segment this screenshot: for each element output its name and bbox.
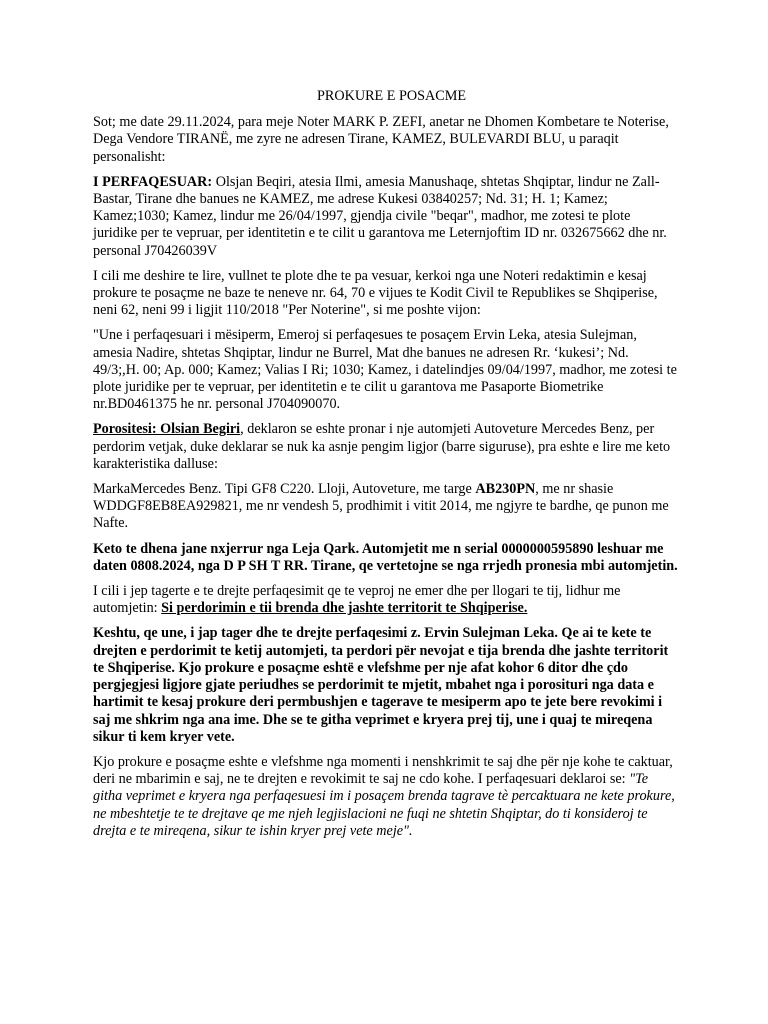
rights-scope: Si perdorimin e tii brenda dhe jashte territorit te Shqiperise. [161, 600, 528, 617]
vehicle-paragraph [93, 481, 678, 533]
validity-text: Kjo prokure e posaçme eshte e vlefshme nga momenti i nenshkrimit te saj dhe për nje kohe te caktuar, deri ne mbarimin e saj, ne te drejten e revokimit te saj ne cdo kohe. I perfaqesuari deklaroi se: [93, 753, 673, 788]
authorization-paragraph: Keshtu, qe une, i jap tager dhe te drejte perfaqesimi z. Ervin Sulejman Leka. Qe ai te kete te drejten e perdorimit te ketij automjeti, ta perdori për nevojat e tija brenda dhe jashte territorit te Shqiperise. Kjo prokure e posaçme eshtë e vlefshme per nje afat kohor 6 ditor dhe çdo pergjegjesi ligjore gjate periudhes se perdorimit te mjetit, mbahet nga i porosituri nga data e hartimit te kesaj prokure deri permbushjen e tagerave te mesiperm apo te jete bere revokimi i saj me shkrim nga ana ime. Dhe se te githa veprimet e kryera prej tij, une i quaj te mireqena sikur ti kem kryer vete. [93, 625, 669, 745]
represented-party-paragraph [93, 174, 678, 260]
principal-label: Porositesi: Olsian Begiri [93, 421, 241, 438]
principal-text: , deklaron se eshte pronar i nje automjeti Autoveture Mercedes Benz, per perdorim vetjak, duke deklarar se nuk ka asnje pengim ligjor (barre siguruse), pra eshte e lire me keto karakteristika dalluse: [93, 421, 671, 472]
validity-paragraph [93, 754, 678, 840]
rights-text: I cili i jep tagerte e te drejte perfaqesimit qe te veproj ne emer dhe per llogari te tij, lidhur me automjetin: [93, 583, 621, 617]
represented-party-text: Olsjan Beqiri, atesia Ilmi, amesia Manushaqe, shtetas Shqiptar, lindur ne Zall-Bastar, Tirane dhe banues ne KAMEZ, me adrese Kukesi 03840257; Nd. 31; H. 1; Kamez; Kamez;1030; Kamez, lindur me 26/04/1997, gjendja civile "beqar", madhor, me zotesi te plote juridike per te vepruar, per identitetin e te cilit u garantova me Leternjoftim ID nr. 032675662 dhe nr. personal J70426039V [93, 173, 667, 259]
document-body [93, 88, 678, 848]
intro-paragraph: Sot; me date 29.11.2024, para meje Noter MARK P. ZEFI, anetar ne Dhomen Kombetare te Noterise, Dega Vendore TIRANË, me zyre ne adresen Tirane, KAMEZ, BULEVARDI BLU, u paraqit personalisht: [93, 114, 669, 165]
request-paragraph: I cili me deshire te lire, vullnet te plote dhe te pa vesuar, kerkoi nga une Noteri redaktimin e kesaj prokure te posaçme ne baze te neneve nr. 64, 70 e vijues te Kodit Civil te Republikes se Shqiperise, neni 62, neni 99 i ligjit 110/2018 "Per Noterine", si me poshte vijon: [93, 267, 658, 319]
registration-paragraph: Keto te dhena jane nxjerrur nga Leja Qark. Automjetit me n serial 0000000595890 leshuar me daten 0808.2024, nga D P SH T RR. Tirane, qe vertetojne se nga rrjedh pronesia mbi automjetin. [93, 540, 678, 574]
principal-paragraph [93, 421, 678, 473]
vehicle-text-end: , me nr shasie WDDGF8EB8EA929821, me nr vendesh 5, prodhimit i vitit 2014, me ngjyre te bardhe, qe punon me Nafte. [93, 481, 669, 532]
representative-paragraph: "Une i perfaqesuari i mësiperm, Emeroj si perfaqesues te posaçem Ervin Leka, atesia Sulejman, amesia Nadire, shtetas Shqiptar, lindur ne Burrel, Mat dhe banues ne adresen Rr. ‘kukesi’; Nd. 49/3;,H. 00; Ap. 000; Kamez; Valias I Ri; 1030; Kamez, i datelindjes 09/04/1997, madhor, me zotesi te plote juridike per te vepruar, per identitetin e te cilit u garantova me Pasaporte Biometrike nr.BD0461375 he nr. personal J704090070. [93, 327, 677, 413]
document-title: PROKURE E POSACME [317, 88, 466, 104]
vehicle-text-start: MarkaMercedes Benz. Tipi GF8 C220. Lloji, Autoveture, me targe [93, 481, 476, 498]
vehicle-plate: AB230PN [475, 481, 536, 498]
declaration-quote: "Te githa veprimet e kryera nga perfaqesuesi im i posaçem brenda tagrave tè percaktuara ne kete prokure, ne mbeshtetje te te drejtave qe me njeh legjislacioni ne fuqi ne shtetin Shqiptar, do ti konsideroj te drejta e te mireqena, sikur te ishin kryer prej vete meje". [93, 771, 675, 839]
represented-party-label: I PERFAQESUAR: [93, 173, 213, 190]
rights-paragraph [93, 583, 678, 617]
